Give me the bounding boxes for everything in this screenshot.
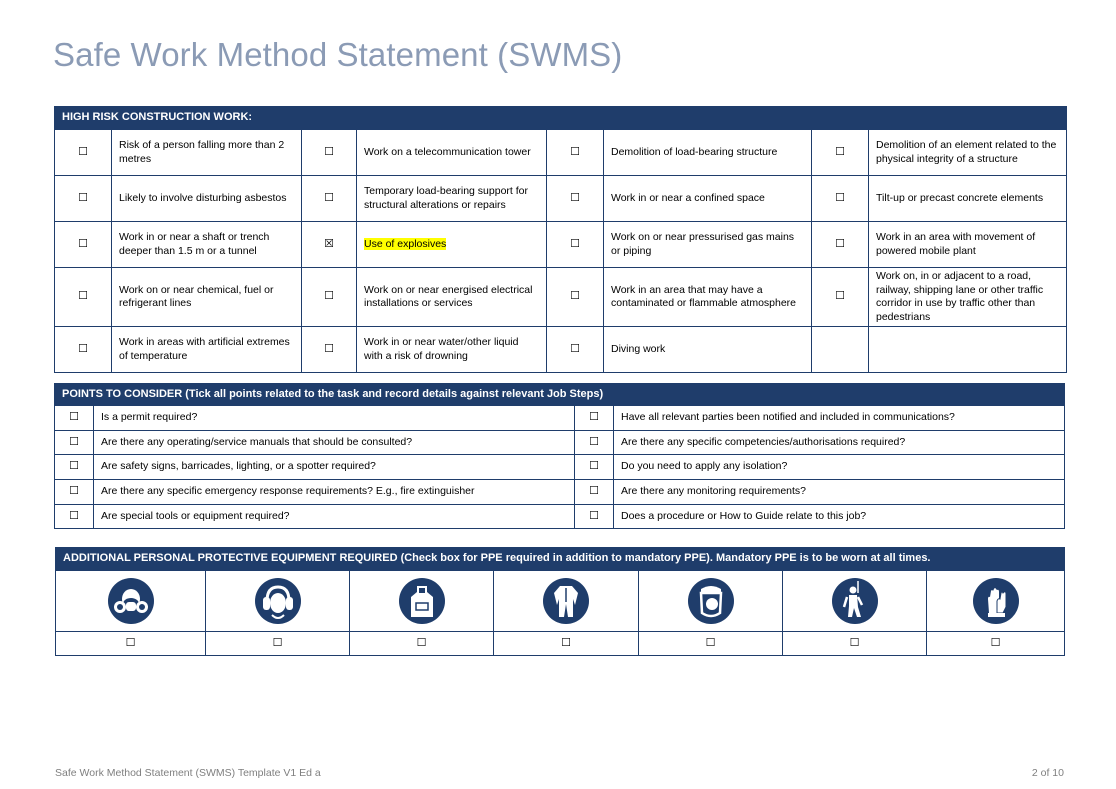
consideration-label: Are special tools or equipment required? bbox=[94, 504, 575, 529]
risk-label: Risk of a person falling more than 2 metres bbox=[112, 130, 302, 176]
checkbox[interactable]: ☒ bbox=[302, 222, 357, 268]
apron-icon bbox=[398, 577, 446, 625]
ppe-checkbox[interactable]: ☐ bbox=[494, 632, 639, 656]
page-title: Safe Work Method Statement (SWMS) bbox=[53, 36, 623, 73]
risk-label: Work in an area with movement of powered mobile plant bbox=[869, 222, 1067, 268]
checkbox[interactable]: ☐ bbox=[547, 327, 604, 373]
respirator-icon bbox=[107, 577, 155, 625]
hearing-protection-icon bbox=[254, 577, 302, 625]
consideration-label: Are there any specific competencies/authorisations required? bbox=[614, 430, 1065, 455]
table-row bbox=[55, 222, 1067, 268]
ppe-checkbox[interactable]: ☐ bbox=[206, 632, 350, 656]
risk-label: Demolition of load-bearing structure bbox=[604, 130, 812, 176]
face-shield-icon bbox=[687, 577, 735, 625]
risk-label bbox=[869, 327, 1067, 373]
consideration-label: Are there any monitoring requirements? bbox=[614, 480, 1065, 505]
ppe-icon-cell bbox=[783, 571, 927, 632]
table-row bbox=[55, 455, 1065, 480]
risk-label: Diving work bbox=[604, 327, 812, 373]
high-risk-work-table bbox=[54, 106, 1067, 373]
table-row bbox=[55, 430, 1065, 455]
risk-label: Likely to involve disturbing asbestos bbox=[112, 176, 302, 222]
ppe-header: ADDITIONAL PERSONAL PROTECTIVE EQUIPMENT REQUIRED (Check box for PPE required in addition to mandatory PPE). Mandatory PPE is to be worn at all times. bbox=[56, 548, 1065, 571]
checkbox[interactable]: ☐ bbox=[547, 268, 604, 327]
footer-document-name: Safe Work Method Statement (SWMS) Template V1 Ed a bbox=[55, 767, 321, 779]
ppe-checkbox[interactable]: ☐ bbox=[783, 632, 927, 656]
checkbox[interactable]: ☐ bbox=[55, 504, 94, 529]
risk-label: Work on or near chemical, fuel or refrigerant lines bbox=[112, 268, 302, 327]
checkbox[interactable]: ☐ bbox=[302, 327, 357, 373]
ppe-icon-cell bbox=[206, 571, 350, 632]
table-row bbox=[55, 327, 1067, 373]
coverall-icon bbox=[542, 577, 590, 625]
table-row bbox=[55, 406, 1065, 431]
ppe-checkbox[interactable]: ☐ bbox=[639, 632, 783, 656]
consideration-label: Does a procedure or How to Guide relate to this job? bbox=[614, 504, 1065, 529]
risk-label: Temporary load-bearing support for structural alterations or repairs bbox=[357, 176, 547, 222]
points-to-consider-table bbox=[54, 383, 1065, 529]
risk-label: Demolition of an element related to the physical integrity of a structure bbox=[869, 130, 1067, 176]
risk-label: Work on or near energised electrical installations or services bbox=[357, 268, 547, 327]
checkbox[interactable]: ☐ bbox=[55, 176, 112, 222]
table-row bbox=[55, 176, 1067, 222]
checkbox[interactable]: ☐ bbox=[55, 222, 112, 268]
highlighted-text: Use of explosives bbox=[364, 237, 447, 250]
checkbox[interactable]: ☐ bbox=[302, 130, 357, 176]
table-row bbox=[55, 480, 1065, 505]
checkbox[interactable]: ☐ bbox=[812, 268, 869, 327]
consideration-label: Are there any specific emergency response requirements? E.g., fire extinguisher bbox=[94, 480, 575, 505]
checkbox bbox=[812, 327, 869, 373]
footer-page-number: 2 of 10 bbox=[1031, 767, 1064, 779]
table-row bbox=[55, 504, 1065, 529]
high-risk-header: HIGH RISK CONSTRUCTION WORK: bbox=[55, 107, 1067, 130]
ppe-checkbox[interactable]: ☐ bbox=[927, 632, 1065, 656]
checkbox[interactable]: ☐ bbox=[575, 430, 614, 455]
checkbox[interactable]: ☐ bbox=[55, 268, 112, 327]
risk-label: Work in an area that may have a contaminated or flammable atmosphere bbox=[604, 268, 812, 327]
checkbox[interactable]: ☐ bbox=[547, 130, 604, 176]
consideration-label: Is a permit required? bbox=[94, 406, 575, 431]
table-row bbox=[55, 268, 1067, 327]
points-header: POINTS TO CONSIDER (Tick all points related to the task and record details against relevant Job Steps) bbox=[55, 384, 1065, 406]
risk-label bbox=[357, 222, 547, 268]
checkbox[interactable]: ☐ bbox=[812, 176, 869, 222]
risk-label: Work on, in or adjacent to a road, railway, shipping lane or other traffic corridor in use by traffic other than pedestrians bbox=[869, 268, 1067, 327]
ppe-icon-cell bbox=[927, 571, 1065, 632]
checkbox[interactable]: ☐ bbox=[575, 504, 614, 529]
checkbox[interactable]: ☐ bbox=[575, 455, 614, 480]
checkbox[interactable]: ☐ bbox=[302, 176, 357, 222]
checkbox[interactable]: ☐ bbox=[575, 406, 614, 431]
checkbox[interactable]: ☐ bbox=[55, 406, 94, 431]
checkbox[interactable]: ☐ bbox=[575, 480, 614, 505]
risk-label: Work on or near pressurised gas mains or piping bbox=[604, 222, 812, 268]
risk-label: Work in or near a confined space bbox=[604, 176, 812, 222]
risk-label: Work on a telecommunication tower bbox=[357, 130, 547, 176]
ppe-checkbox[interactable]: ☐ bbox=[350, 632, 494, 656]
consideration-label: Are there any operating/service manuals that should be consulted? bbox=[94, 430, 575, 455]
ppe-icon-cell bbox=[494, 571, 639, 632]
checkbox[interactable]: ☐ bbox=[55, 455, 94, 480]
risk-label: Work in areas with artificial extremes of temperature bbox=[112, 327, 302, 373]
ppe-icon-cell bbox=[639, 571, 783, 632]
checkbox[interactable]: ☐ bbox=[812, 222, 869, 268]
safety-harness-icon bbox=[831, 577, 879, 625]
ppe-icon-cell bbox=[350, 571, 494, 632]
checkbox[interactable]: ☐ bbox=[55, 130, 112, 176]
checkbox[interactable]: ☐ bbox=[55, 327, 112, 373]
checkbox[interactable]: ☐ bbox=[547, 176, 604, 222]
consideration-label: Do you need to apply any isolation? bbox=[614, 455, 1065, 480]
risk-label: Work in or near a shaft or trench deeper than 1.5 m or a tunnel bbox=[112, 222, 302, 268]
checkbox[interactable]: ☐ bbox=[55, 480, 94, 505]
gloves-icon bbox=[972, 577, 1020, 625]
checkbox[interactable]: ☐ bbox=[547, 222, 604, 268]
consideration-label: Have all relevant parties been notified and included in communications? bbox=[614, 406, 1065, 431]
risk-label: Tilt-up or precast concrete elements bbox=[869, 176, 1067, 222]
checkbox[interactable]: ☐ bbox=[302, 268, 357, 327]
table-row bbox=[55, 130, 1067, 176]
checkbox[interactable]: ☐ bbox=[55, 430, 94, 455]
consideration-label: Are safety signs, barricades, lighting, or a spotter required? bbox=[94, 455, 575, 480]
ppe-checkbox[interactable]: ☐ bbox=[56, 632, 206, 656]
checkbox[interactable]: ☐ bbox=[812, 130, 869, 176]
ppe-table bbox=[55, 547, 1065, 656]
ppe-icon-cell bbox=[56, 571, 206, 632]
risk-label: Work in or near water/other liquid with a risk of drowning bbox=[357, 327, 547, 373]
